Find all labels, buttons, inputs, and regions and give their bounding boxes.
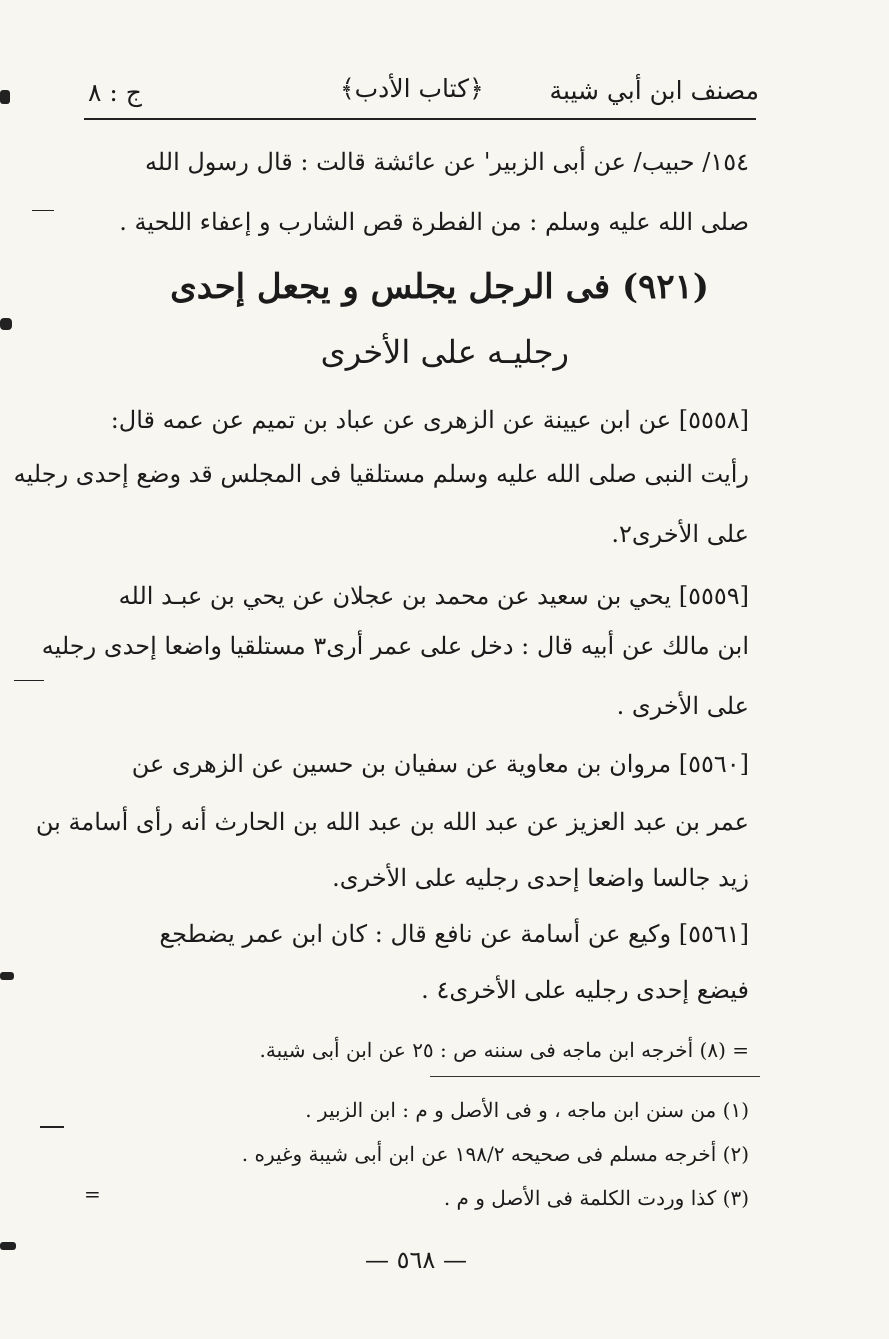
header-rule (84, 118, 756, 120)
text-line: فيضع إحدى رجليه على الأخرى٤ . (421, 976, 749, 1004)
text-line: ١٥٤/ حبيب/ عن أبى الزبير' عن عائشة قالت : قال رسول الله (144, 148, 749, 176)
scan-mark (0, 318, 12, 330)
section-heading: (٩٢١) فى الرجل يجلس و يجعل إحدى (170, 267, 709, 307)
hadith-5560: [٥٥٦٠] مروان بن معاوية عن سفيان بن حسين عن الزهرى عن (131, 750, 749, 778)
footnote-rule (430, 1076, 760, 1077)
scan-mark (0, 90, 10, 104)
scan-mark (0, 1242, 16, 1250)
section-heading-cont: رجليـه على الأخرى (320, 333, 569, 371)
text-line: صلى الله عليه وسلم : من الفطرة قص الشارب و إعفاء اللحية . (119, 208, 749, 236)
margin-continuation-marker: = (84, 1182, 101, 1206)
footnote-continued: = (٨) أخرجه ابن ماجه فى سننه ص : ٢٥ عن ابن أبى شيبة. (259, 1038, 749, 1062)
text-line: رأيت النبى صلى الله عليه وسلم مستلقيا فى المجلس قد وضع إحدى رجليه (13, 460, 749, 488)
text-line: على الأخرى . (616, 692, 749, 720)
text-line: زيد جالسا واضعا إحدى رجليه على الأخرى. (332, 864, 749, 892)
hadith-5559: [٥٥٥٩] يحي بن سعيد عن محمد بن عجلان عن يحي بن عبـد الله (118, 582, 749, 610)
text-line: على الأخرى٢. (611, 520, 749, 548)
hadith-5561: [٥٥٦١] وكيع عن أسامة عن نافع قال : كان ابن عمر يضطجع (159, 920, 749, 948)
scan-mark (40, 1126, 64, 1128)
hadith-5558: [٥٥٥٨] عن ابن عيينة عن الزهرى عن عباد بن تميم عن عمه قال: (110, 406, 749, 434)
text-line: عمر بن عبد العزيز عن عبد الله بن عبد الله بن الحارث أنه رأى أسامة بن (35, 808, 749, 836)
header-chapter: ﴿كتاب الأدب﴾ (340, 74, 484, 103)
footnote-2: (٢) أخرجه مسلم فى صحيحه ١٩٨/٢ عن ابن أبى شيبة وغيره . (241, 1142, 749, 1166)
header-volume: ج : ٨ (88, 78, 142, 107)
text-line: ابن مالك عن أبيه قال : دخل على عمر أرى٣ مستلقيا واضعا إحدى رجليه (41, 632, 749, 660)
scan-mark (0, 972, 14, 980)
scan-mark (32, 210, 54, 211)
footnote-3: (٣) كذا وردت الكلمة فى الأصل و م . (443, 1186, 749, 1210)
footnote-1: (١) من سنن ابن ماجه ، و فى الأصل و م : ابن الزبير . (305, 1098, 749, 1122)
scan-mark (14, 680, 44, 681)
header-book-title: مصنف ابن أبي شيبة (549, 76, 759, 105)
page-number: — ٥٦٨ — (365, 1246, 467, 1274)
